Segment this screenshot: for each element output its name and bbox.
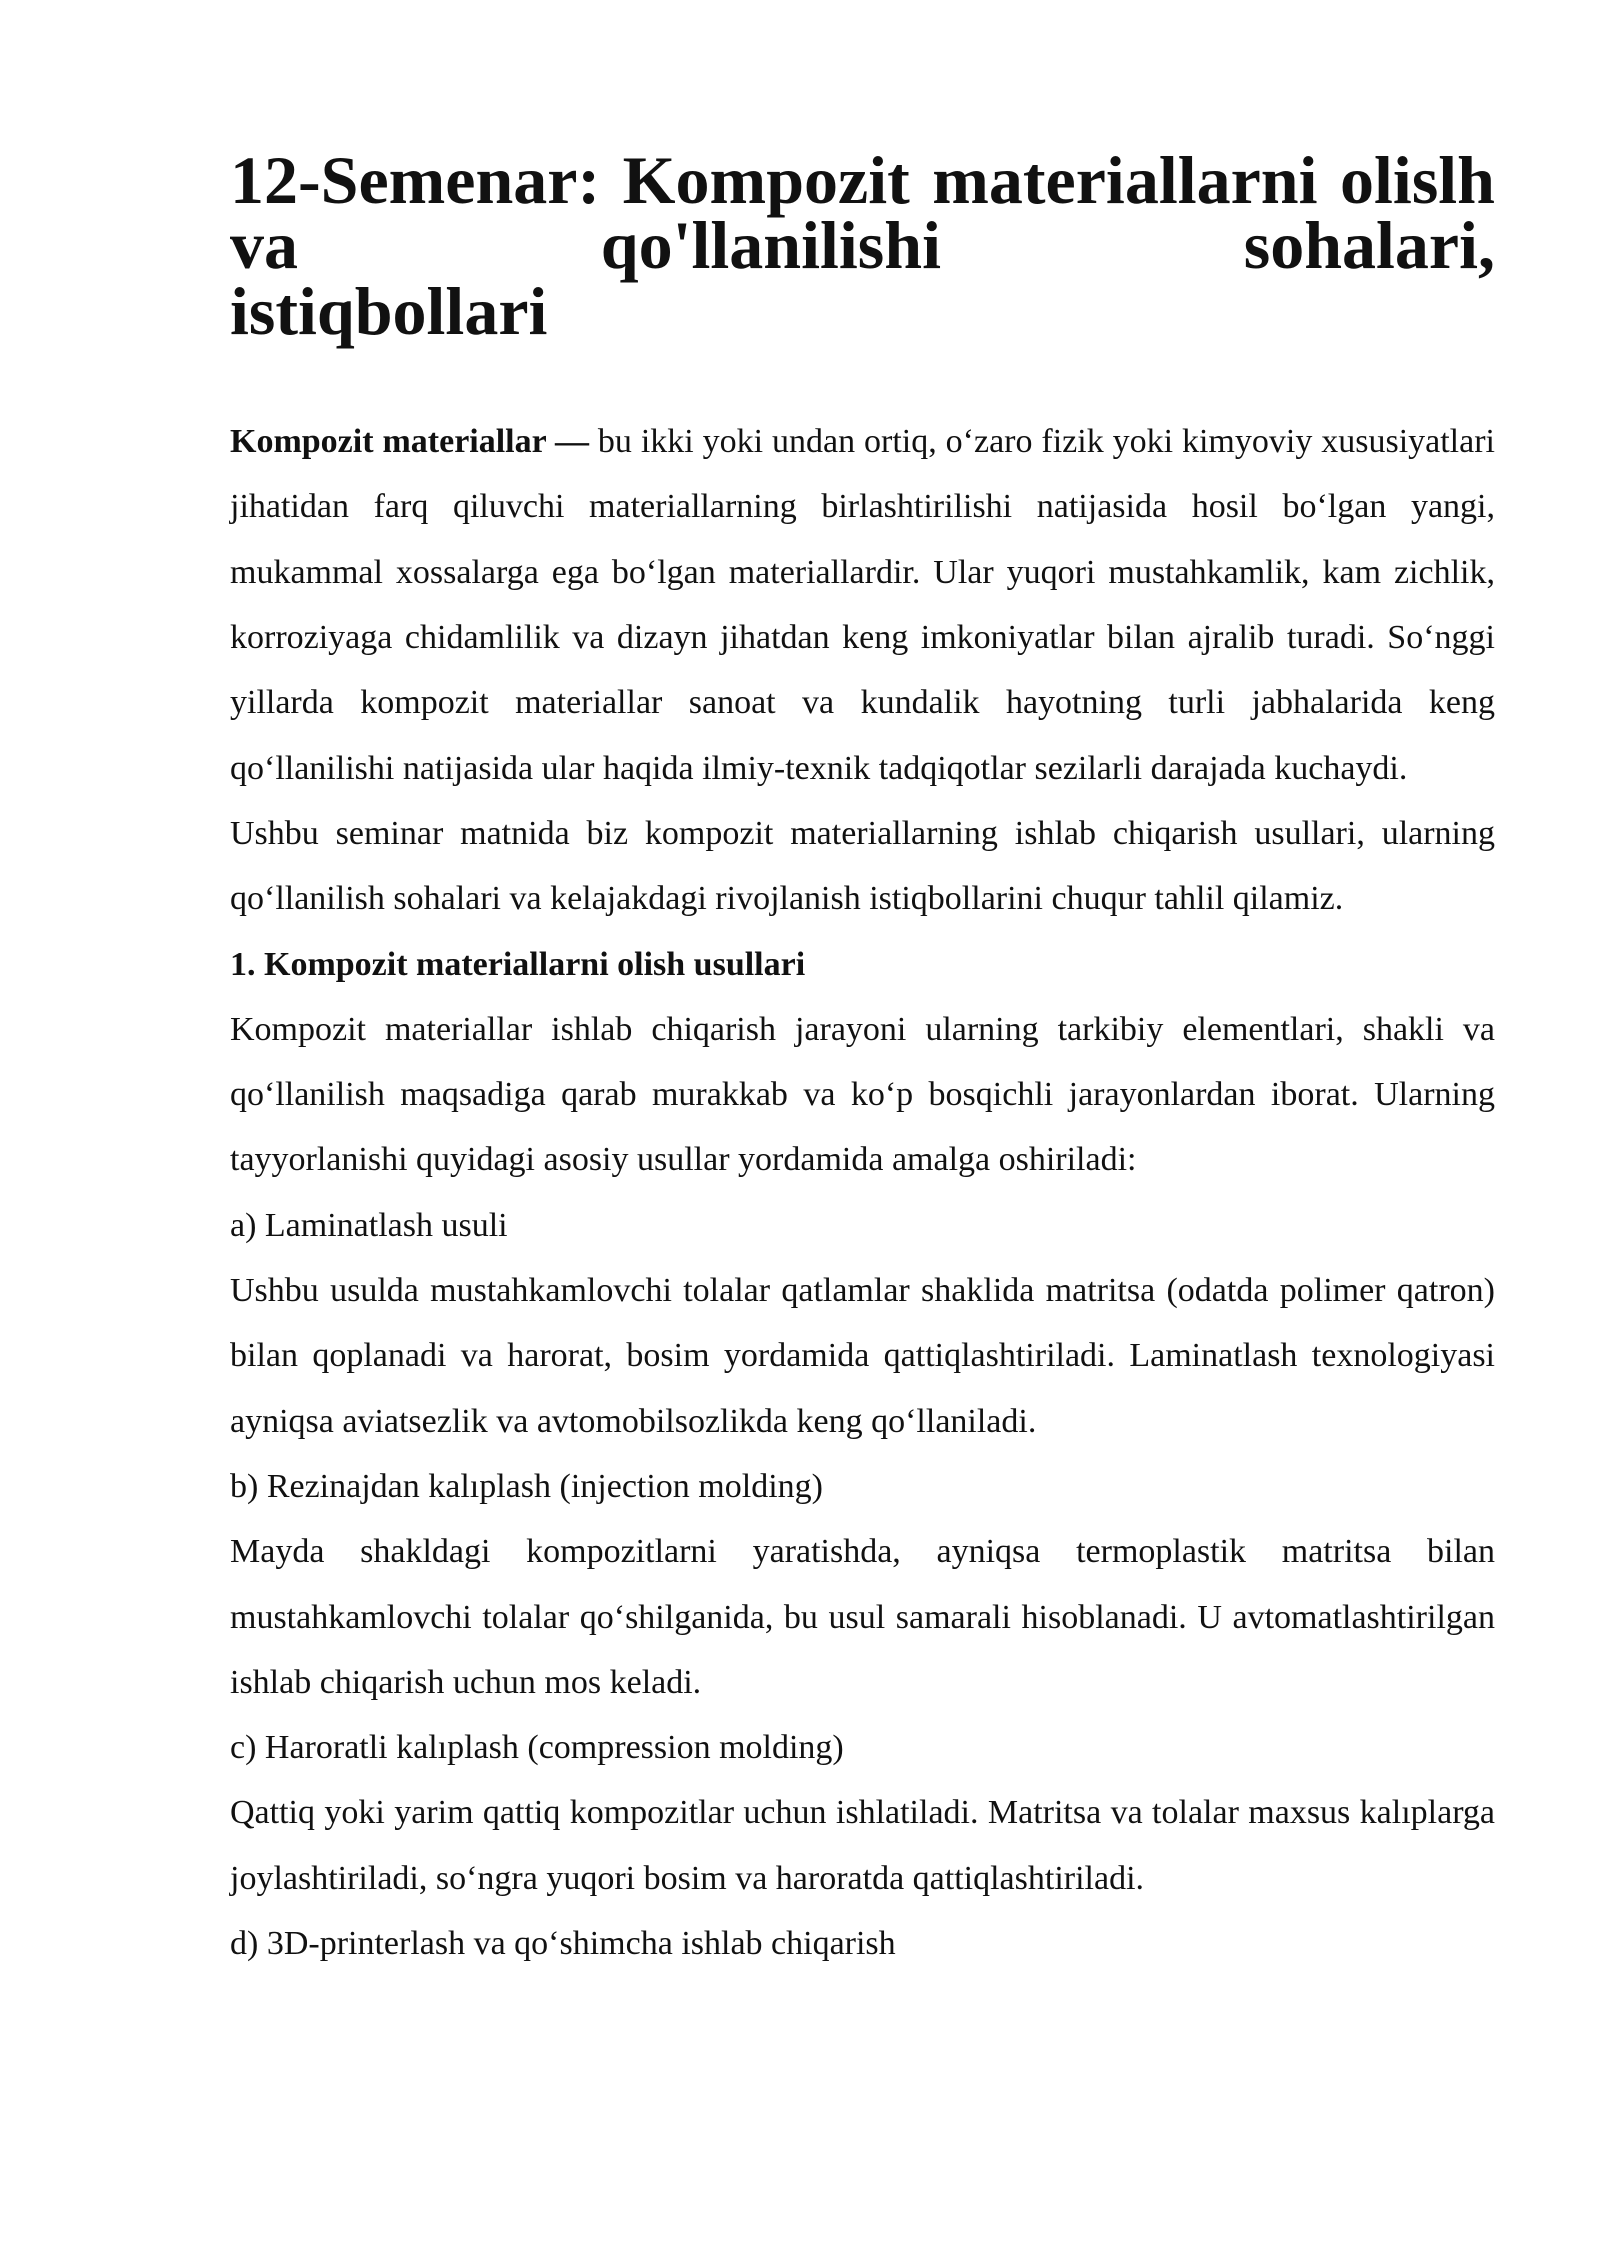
page-title-line-2: istiqbollari — [230, 272, 548, 349]
intro-text: bu ikki yoki undan ortiq, o‘zaro fizik yoki kimyoviy xususiyatlari jihatidan farq qiluvchi materiallarning birlashtirilishi natijasida hosil bo‘lgan yangi, mukammal xossalarga ega bo‘lgan materiallardir. Ular yuqori mustahkamlik, kam zichlik, korroziyaga chidamlilik va dizayn jihatdan keng imkoniyatlar bilan ajralib turadi. So‘nggi yillarda kompozit materiallar sanoat va kundalik hayotning turli jabhalarida keng qo‘llanilishi natijasida ular haqida ilmiy-texnik tadqiqotlar sezilarli darajada kuchaydi. — [230, 423, 1495, 787]
section-1-intro: Kompozit materiallar ishlab chiqarish jarayoni ularning tarkibiy elementlari, shakli va qo‘llanilish maqsadiga qarab murakkab va ko‘p bosqichli jarayonlardan iborat. Ularning tayyorlanishi quyidagi asosiy usullar yordamida amalga oshiriladi: — [230, 1010, 1495, 1179]
method-b-title: b) Rezinajdan kalıplash (injection molding) — [230, 1467, 823, 1505]
document-page — [230, 142, 1495, 1976]
method-c-title: c) Haroratli kalıplash (compression molding) — [230, 1729, 844, 1767]
page-title-line-1: 12-Semenar: Kompozit materiallarni olislh va qo'llanilishi sohalari, — [230, 142, 1495, 284]
title-spacer — [230, 344, 1495, 409]
method-d-title: d) 3D-printerlash va qo‘shimcha ishlab chiqarish — [230, 1925, 896, 1963]
seminar-paragraph: Ushbu seminar matnida biz kompozit materiallarning ishlab chiqarish usullari, ularning qo‘llanilish sohalari va kelajakdagi rivojlanish istiqbollarini chuqur tahlil qilamiz. — [230, 814, 1495, 918]
intro-term: Kompozit materiallar — — [230, 423, 590, 461]
method-b-text: Mayda shakldagi kompozitlarni yaratishda, ayniqsa termoplastik matritsa bilan mustahkamlovchi tolalar qo‘shilganida, bu usul samarali hisoblanadi. U avtomatlashtirilgan ishlab chiqarish uchun mos keladi. — [230, 1533, 1495, 1701]
method-a-title: a) Laminatlash usuli — [230, 1206, 508, 1244]
method-c-text: Qattiq yoki yarim qattiq kompozitlar uchun ishlatiladi. Matritsa va tolalar maxsus kalıplarga joylashtiriladi, so‘ngra yuqori bosim va haroratda qattiqlashtiriladi. — [230, 1794, 1495, 1897]
method-a-text: Ushbu usulda mustahkamlovchi tolalar qatlamlar shaklida matritsa (odatda polimer qatron) bilan qoplanadi va harorat, bosim yordamida qattiqlashtiriladi. Laminatlash texnologiyasi ayniqsa aviatsezlik va avtomobilsozlikda keng qo‘llaniladi. — [230, 1272, 1495, 1440]
section-1-heading: 1. Kompozit materiallarni olish usullari — [230, 945, 806, 983]
page-title — [230, 142, 1495, 349]
intro-paragraph — [230, 409, 1495, 801]
